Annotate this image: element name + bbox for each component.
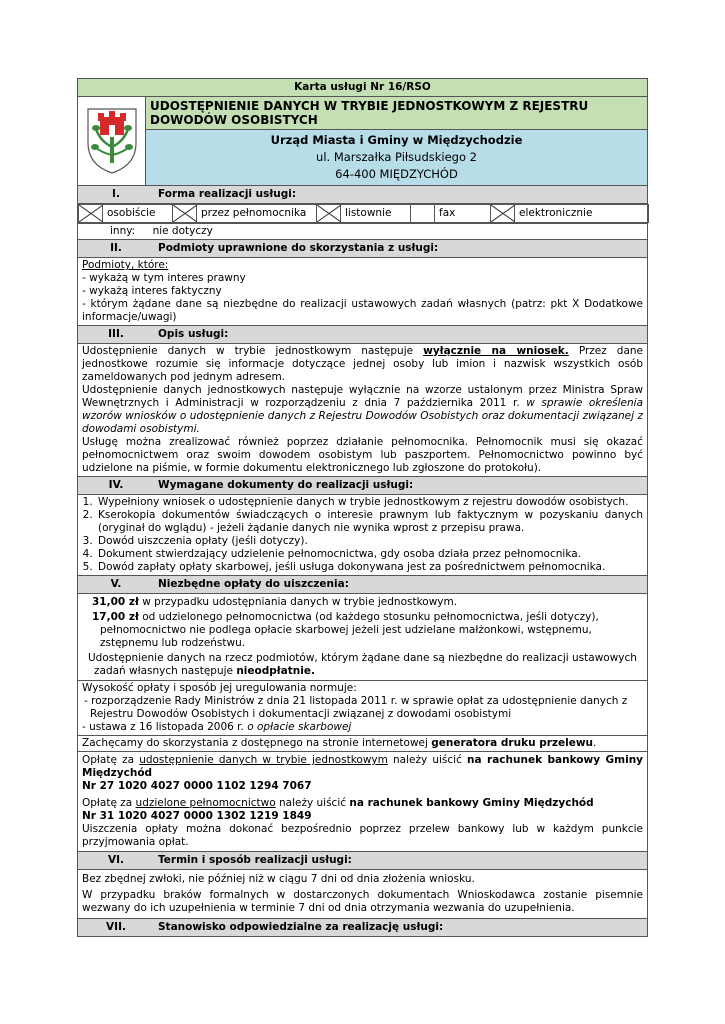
document-item: 5. Dowód zapłaty opłaty skarbowej, jeśli usługa dokonywana jest za pośrednictwem pełnomocnika. [96,561,643,574]
section-number: VI. [107,854,125,866]
coat-of-arms [78,97,146,186]
entities-intro: Podmioty, które: [82,259,169,271]
payment-2: Opłatę za udzielone pełnomocnictwo należy uiścić na rachunek bankowy Gminy Międzychód [82,797,594,809]
form-option-label: osobiście [103,205,173,223]
office-street: ul. Marszałka Piłsudskiego 2 [316,150,477,164]
form-options [78,204,648,224]
section-title: Opis usługi: [158,328,229,340]
form-option-checkbox[interactable] [411,205,435,223]
form-option-checkbox[interactable] [79,205,103,223]
section-number: III. [108,328,124,340]
generator-link[interactable]: generatora druku przelewu [431,737,594,749]
service-card-table [77,78,648,937]
documents-list [78,495,648,576]
account-1: Nr 27 1020 4027 0000 1102 1294 7067 [82,780,312,792]
office-name: Urząd Miasta i Gminy w Międzychodzie [270,133,523,147]
service-card [77,78,647,937]
fees-legal [78,681,648,736]
cross-mark-icon [491,205,515,222]
cross-mark-icon [173,205,197,222]
office-city: 64-400 MIĘDZYCHÓD [335,167,458,181]
section-2-header [78,240,648,258]
form-option-label: fax [435,205,491,223]
section-6-header [78,852,648,870]
office-info [146,130,648,186]
form-option-label: listownie [341,205,411,223]
section-number: I. [112,188,120,200]
deadline-p1: Bez zbędnej zwłoki, nie później niż w ciągu 7 dni od dnia złożenia wniosku. [82,873,475,885]
coat-of-arms-icon [82,103,142,175]
form-option-label: przez pełnomocnika [197,205,317,223]
legal-2: - ustawa z 16 listopada 2006 r. o opłacie skarbowej [82,721,352,733]
payment-1: Opłatę za udostępnienie danych w trybie jednostkowym należy uiścić na rachunek bankowy Gminy Międzychód [82,754,644,779]
fee-2: 17,00 zł od udzielonego pełnomocnictwa (od każdego stosunku pełnomocnictwa, jeśli dotyczy), pełnomocnictwo nie podlega opłacie skarbowej jeżeli jest udzielane małżonkowi, wstępnemu, zstępnemu lub rodzeństwu. [92,611,599,649]
entity-item: - wykażą interes faktyczny [82,285,222,297]
fee-3: Udostępnienie danych na rzecz podmiotów, którym żądane dane są niezbędne do realizacji ustawowych zadań własnych następuje nieodpłatnie. [88,652,637,677]
other-form [78,224,648,240]
document-item: 2. Kserokopia dokumentów świadczących o interesie prawnym lub faktycznym w pozyskaniu danych (oryginał do wglądu) - jeżeli żądanie danych nie wynika wprost z przepisu prawa. [96,509,643,535]
entity-item: - wykażą w tym interes prawny [82,272,246,284]
section-number: V. [110,578,122,590]
entities-content [78,258,648,326]
deadline-content [78,870,648,919]
account-2: Nr 31 1020 4027 0000 1302 1219 1849 [82,810,312,822]
deadline-p2: W przypadku braków formalnych w dostarczonych dokumentach Wnioskodawca zostanie pisemnie wezwany do ich uzupełnienia w terminie 7 dni od dnia otrzymania wezwania do uzupełnienia. [82,889,644,914]
section-title: Niezbędne opłaty do uiszczenia: [158,578,349,590]
section-7-header [78,919,648,937]
form-option-label: elektronicznie [515,205,649,223]
document-item: 1. Wypełniony wniosek o udostępnienie danych w trybie jednostkowym z rejestru dowodów osobistych. [96,496,643,509]
other-label: inny: [110,225,136,237]
document-item: 4. Dokument stwierdzający udzielenie pełnomocnictwa, gdy osoba działa przez pełnomocnika. [96,548,643,561]
document-item: 3. Dowód uiszczenia opłaty (jeśli dotyczy). [96,535,643,548]
fees-content [78,594,648,681]
service-title: UDOSTĘPNIENIE DANYCH W TRYBIE JEDNOSTKOWYM Z REJESTRU DOWODÓW OSOBISTYCH [146,97,648,130]
description-p2: Udostępnienie danych jednostkowych następuje wyłącznie na wzorze ustalonym przez Ministra Spraw Wewnętrznych i Administracji w rozporządzeniu z dnia 7 października 2011 r. w sprawie określenia wzorów wniosków o udostępnienie danych z Rejestru Dowodów Osobistych oraz dokumentacji związanej z dowodami osobistymi. [82,384,644,435]
form-option-checkbox[interactable] [491,205,515,223]
form-option-checkbox[interactable] [317,205,341,223]
payment-info [78,752,648,852]
cross-mark-icon [317,205,341,222]
card-title: Karta usługi Nr 16/RSO [78,79,648,97]
section-title: Termin i sposób realizacji usługi: [158,854,352,866]
description-content [78,344,648,477]
section-number: II. [110,242,122,254]
section-title: Forma realizacji usługi: [158,188,297,200]
section-number: VII. [106,921,126,933]
generator-note: Zachęcamy do skorzystania z dostępnego na stronie internetowej generatora druku przelewu. [78,736,648,752]
section-title: Wymagane dokumenty do realizacji usługi: [158,479,414,491]
other-value: nie dotyczy [152,225,213,237]
description-p3: Usługę można zrealizować również poprzez działanie pełnomocnika. Pełnomocnik musi się okazać pełnomocnictwem oraz swoim dowodem osobistym lub paszportem. Pełnomocnictwo powinno być udzielone na piśmie, w formie dokumentu elektronicznego lub zgłoszone do protokołu). [82,436,644,474]
entity-item: - którym żądane dane są niezbędne do realizacji ustawowych zadań własnych (patrz: pkt X Dodatkowe informacje/uwagi) [82,298,644,323]
section-3-header [78,326,648,344]
payment-note: Uiszczenia opłaty można dokonać bezpośrednio poprzez przelew bankowy lub w każdym punkcie przyjmowania opłat. [82,823,644,848]
section-4-header [78,477,648,495]
section-title: Podmioty uprawnione do skorzystania z usługi: [158,242,439,254]
section-number: IV. [108,479,124,491]
section-title: Stanowisko odpowiedzialne za realizację usługi: [158,921,444,933]
fee-1: 31,00 zł w przypadku udostępniania danych w trybie jednostkowym. [92,596,458,608]
description-p1: Udostępnienie danych w trybie jednostkowym następuje wyłącznie na wniosek. Przez dane jednostkowe rozumie się informacje dotyczące jednej osoby lub imion i nazwisk wszystkich osób zameldowanych pod jednym adresem. [82,345,644,383]
section-5-header [78,576,648,594]
cross-mark-icon [79,205,103,222]
legal-intro: Wysokość opłaty i sposób jej uregulowania normuje: [82,682,357,694]
section-1-header [78,186,648,204]
legal-1: - rozporządzenie Rady Ministrów z dnia 21 listopada 2011 r. w sprawie opłat za udostępnienie danych z Rejestru Dowodów Osobistych i dokumentacji związanej z dowodami osobistymi [84,695,628,720]
form-option-checkbox[interactable] [173,205,197,223]
